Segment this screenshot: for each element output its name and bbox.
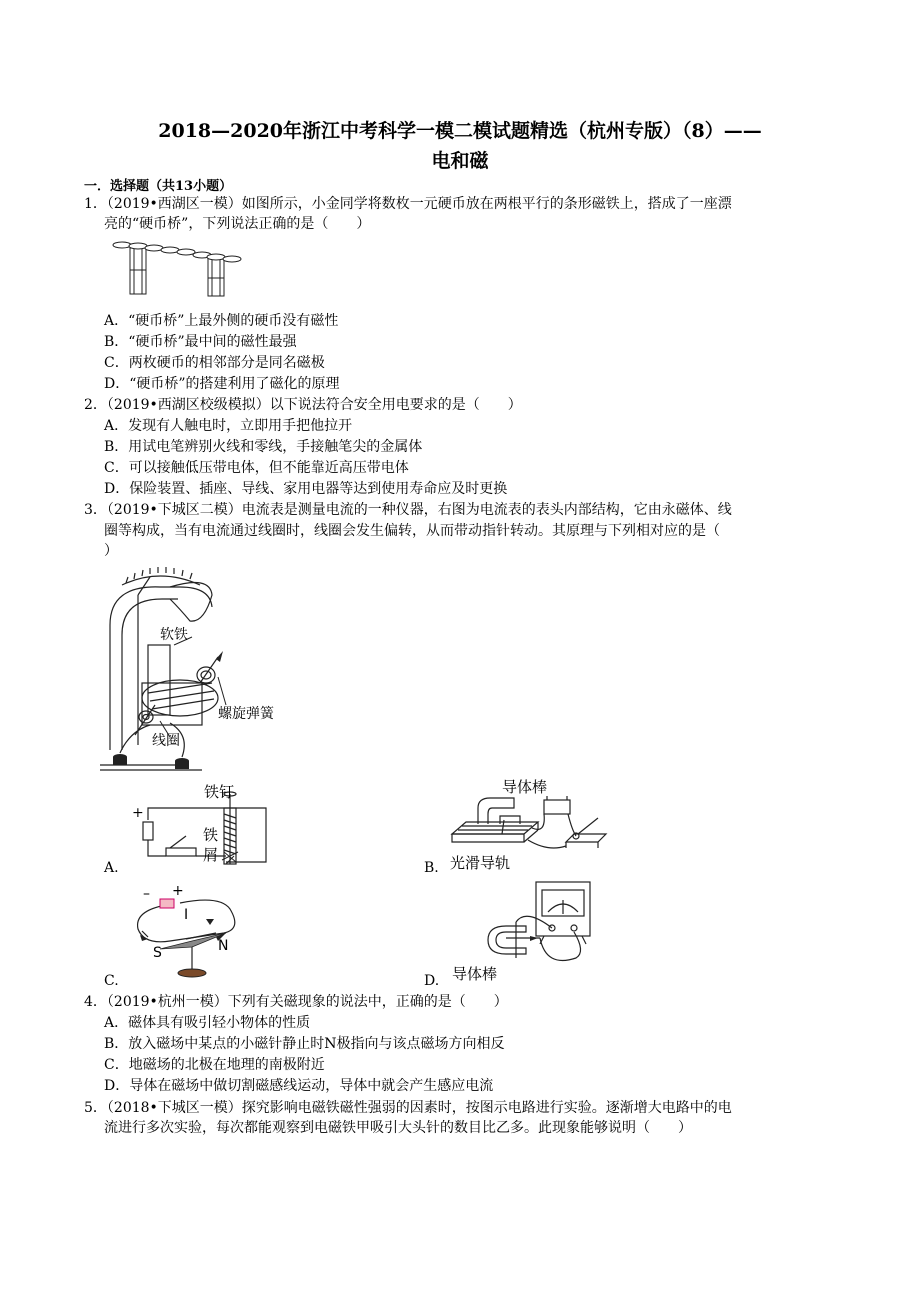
- label-soft-iron: 软铁: [160, 627, 188, 643]
- q2-option-c: C．可以接触低压带电体，但不能靠近高压带电体: [104, 460, 409, 476]
- fig-a-label-filings-2: 屑: [203, 846, 219, 864]
- q5-stem-line2: 流进行多次实验，每次都能观察到电磁铁甲吸引大头针的数目比乙多。此现象能够说明（ ）: [104, 1120, 692, 1136]
- fig-c-north-label: N: [218, 938, 229, 954]
- q2-option-a: A．发现有人触电时，立即用手把他拉开: [104, 418, 353, 434]
- choice-b-rails-figure: [448, 790, 613, 860]
- q3-stem-line3: ）: [104, 543, 118, 559]
- q2-stem: 2．（2019•西湖区校级模拟）以下说法符合安全用电要求的是（ ）: [84, 397, 522, 413]
- q1-option-a: A．“硬币桥”上最外侧的硬币没有磁性: [104, 313, 339, 329]
- q4-option-b: B．放入磁场中某点的小磁针静止时N极指向与该点磁场方向相反: [104, 1036, 505, 1052]
- q1-option-d: D．“硬币桥”的搭建利用了磁化的原理: [104, 376, 340, 392]
- choice-a-letter: A.: [104, 860, 119, 876]
- q2-option-d: D．保险装置、插座、导线、家用电器等达到使用寿命应及时更换: [104, 481, 508, 497]
- q1-stem-line2: 亮的“硬币桥”，下列说法正确的是（ ）: [104, 216, 371, 232]
- q1-stem-line1: 1．（2019•西湖区一模）如图所示，小金同学将数枚一元硬币放在两根平行的条形磁铁上，搭成了一座漂: [84, 196, 732, 212]
- doc-title-line1: 2018—2020年浙江中考科学一模二模试题精选（杭州专版）（8）——: [158, 120, 762, 142]
- q4-option-a: A．磁体具有吸引轻小物体的性质: [104, 1015, 311, 1031]
- fig-a-plus: +: [132, 805, 144, 821]
- doc-title-line2: 电和磁: [431, 150, 489, 172]
- choice-b-letter: B.: [424, 860, 439, 876]
- fig-c-plus: +: [172, 883, 184, 899]
- fig-c-current-label: I: [184, 907, 189, 923]
- choice-c-letter: C.: [104, 973, 119, 989]
- coin-bridge-figure: [112, 236, 247, 298]
- choice-d-letter: D.: [424, 973, 440, 989]
- fig-b-label-rod: 导体棒: [502, 778, 548, 796]
- choice-a-electromagnet-figure: [126, 780, 276, 870]
- q4-stem: 4．（2019•杭州一模）下列有关磁现象的说法中，正确的是（ ）: [84, 994, 508, 1010]
- label-spiral-spring: 螺旋弹簧: [218, 706, 274, 722]
- fig-a-label-nail: 铁钉: [204, 783, 235, 801]
- fig-c-minus: –: [143, 886, 150, 902]
- q2-option-b: B．用试电笔辨别火线和零线，手接触笔尖的金属体: [104, 439, 423, 455]
- q3-stem-line2: 圈等构成，当有电流通过线圈时，线圈会发生偏转，从而带动指针转动。其原理与下列相对应的是（: [104, 523, 720, 539]
- section-heading: 一．选择题（共13小题）: [84, 179, 233, 194]
- q3-stem-line1: 3．（2019•下城区二模）电流表是测量电流的一种仪器，右图为电流表的表头内部结构，它由永磁体、线: [84, 502, 732, 518]
- q1-option-c: C．两枚硬币的相邻部分是同名磁极: [104, 355, 325, 371]
- q5-stem-line1: 5．（2018•下城区一模）探究影响电磁铁磁性强弱的因素时，按图示电路进行实验。逐渐增大电路中的电: [84, 1100, 732, 1116]
- q4-option-c: C．地磁场的北极在地理的南极附近: [104, 1057, 325, 1073]
- q1-option-b: B．“硬币桥”最中间的磁性最强: [104, 334, 297, 350]
- q4-option-d: D．导体在磁场中做切割磁感线运动，导体中就会产生感应电流: [104, 1078, 494, 1094]
- ammeter-structure-figure: [100, 565, 315, 773]
- fig-d-label-rod: 导体棒: [452, 965, 498, 983]
- label-coil: 线圈: [152, 733, 180, 749]
- fig-a-label-filings-1: 铁: [203, 826, 219, 844]
- fig-b-label-rail: 光滑导轨: [450, 854, 511, 872]
- fig-c-south-label: S: [153, 945, 162, 961]
